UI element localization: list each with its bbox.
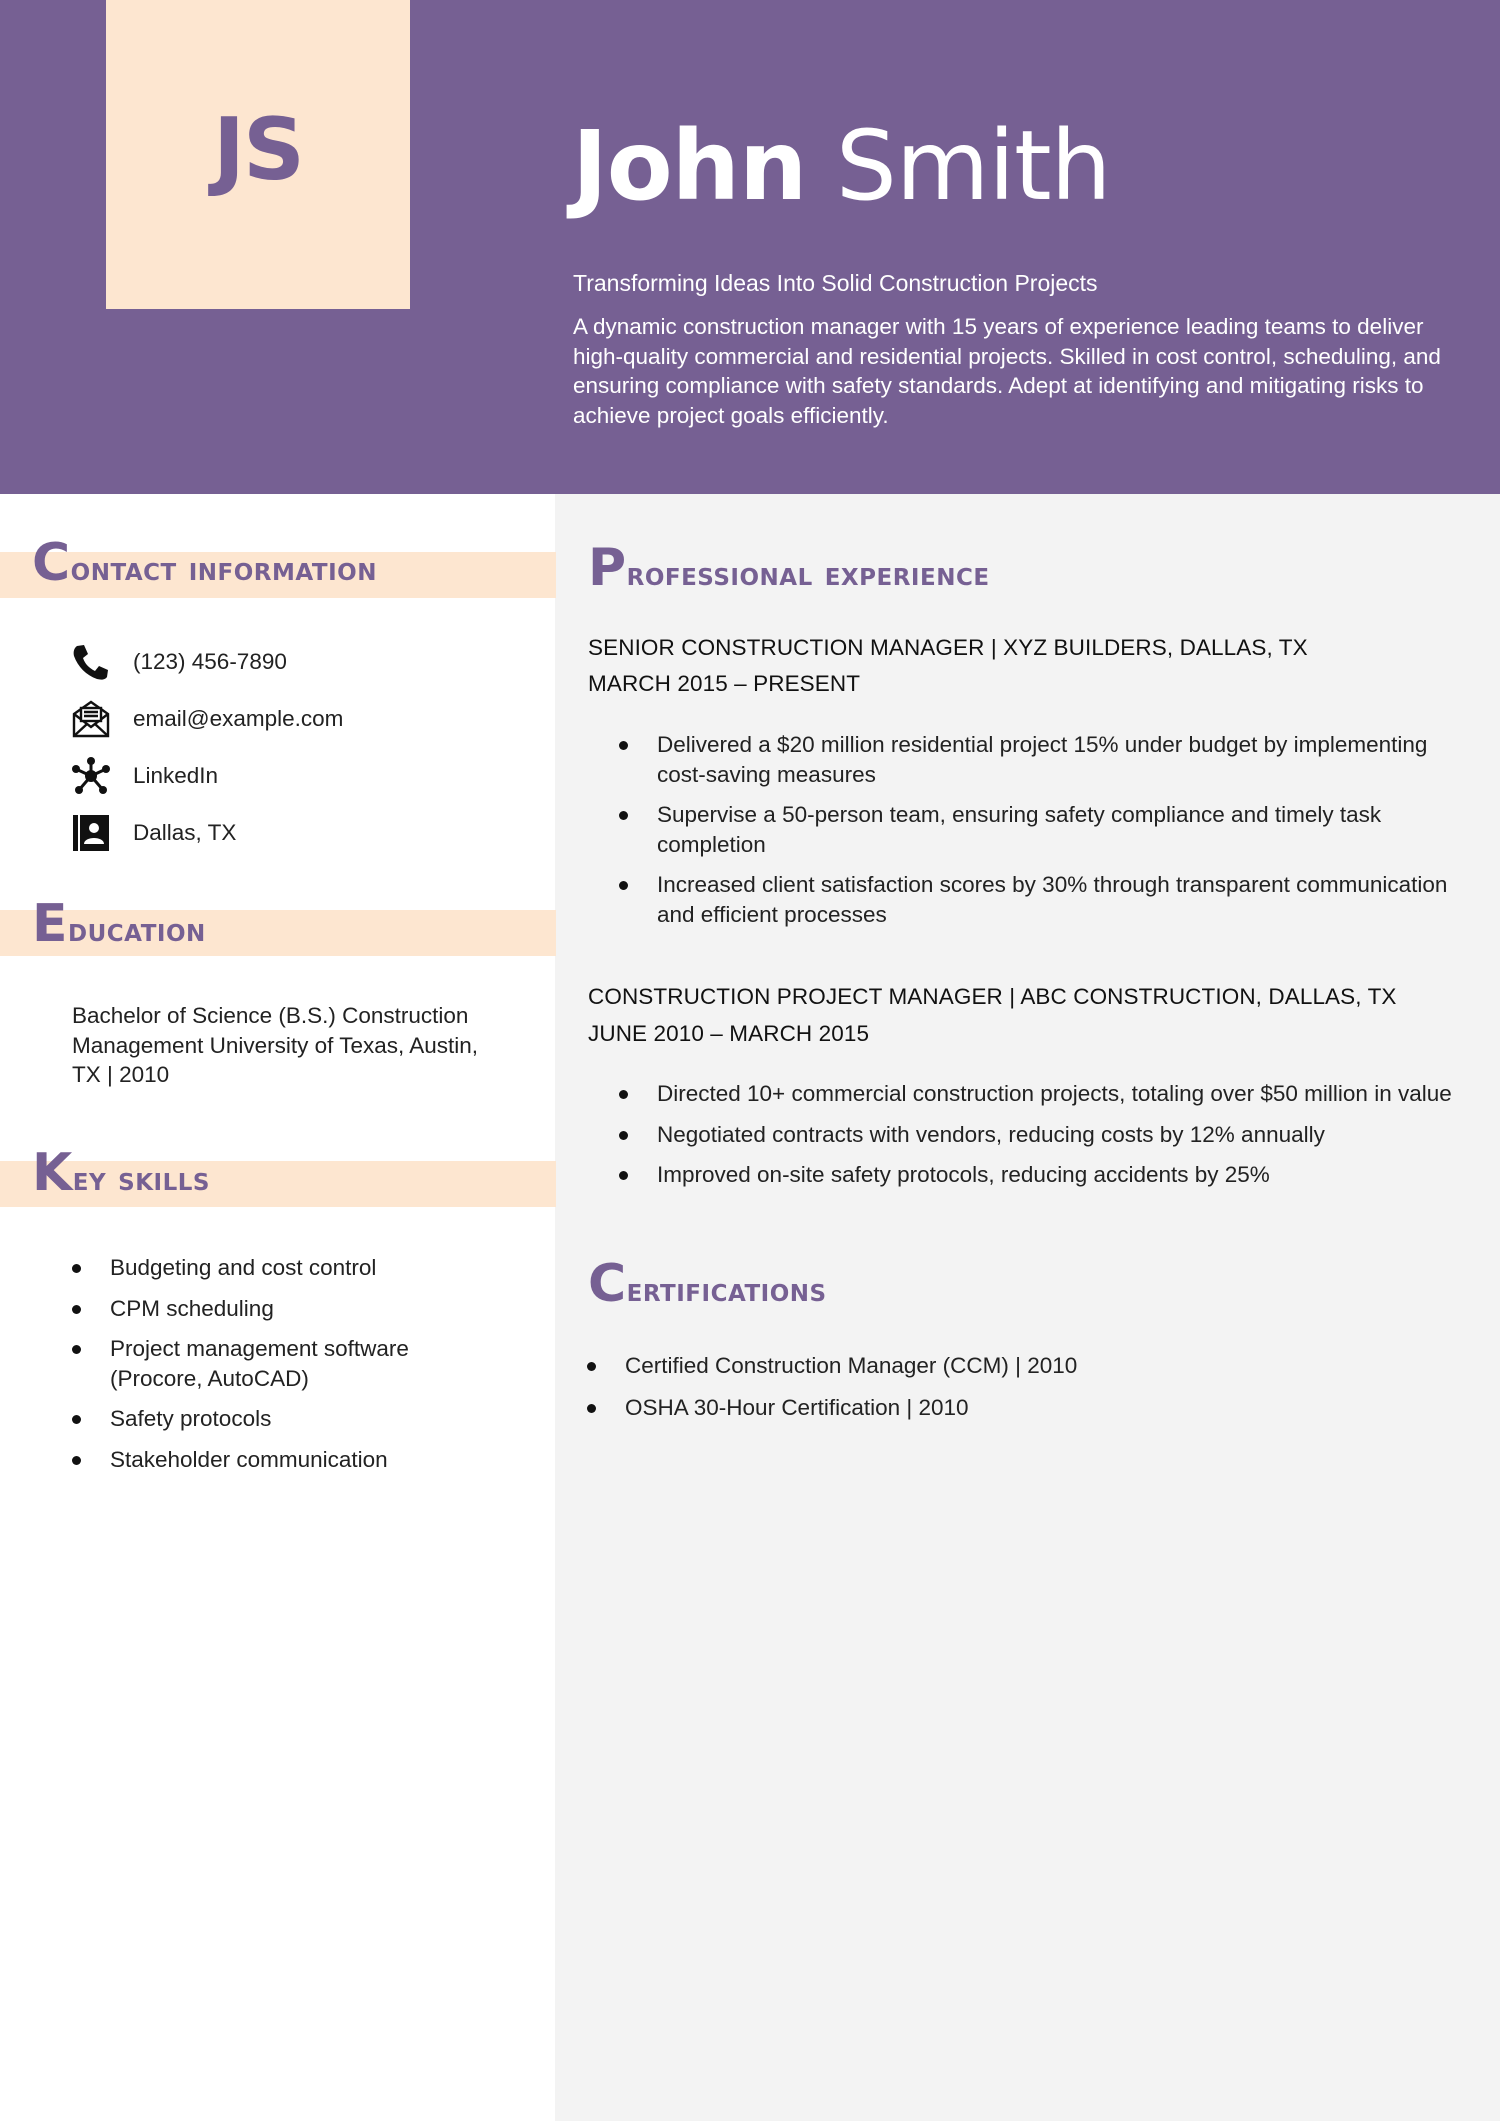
skill-item: Safety protocols — [110, 1404, 440, 1434]
job-bullets — [657, 1079, 1457, 1190]
skill-item: Stakeholder communication — [110, 1445, 440, 1475]
phone-text: (123) 456-7890 — [133, 649, 287, 674]
last-name: Smith — [835, 110, 1111, 222]
education-entry: Bachelor of Science (B.S.) Construction Management University of Texas, Austin, TX | 2010 — [72, 1003, 479, 1087]
contact-heading: Contact information — [32, 533, 377, 593]
job-dates: MARCH 2015 – PRESENT — [588, 671, 861, 696]
contact-linkedin — [70, 754, 219, 798]
email-text: email@example.com — [133, 706, 344, 731]
monogram-block — [106, 0, 410, 309]
job-bullet: Increased client satisfaction scores by 30% through transparent communication and efficient processes — [657, 870, 1457, 929]
contact-email — [70, 697, 344, 741]
phone-icon — [70, 641, 112, 683]
certification-item: Certified Construction Manager (CCM) | 2010 — [625, 1351, 1445, 1381]
contact-phone — [70, 640, 287, 684]
linkedin-text: LinkedIn — [133, 763, 219, 788]
envelope-icon — [70, 698, 112, 740]
job-title: SENIOR CONSTRUCTION MANAGER | XYZ BUILDERS, DALLAS, TX — [588, 635, 1308, 660]
contact-location — [70, 811, 237, 855]
first-name: John — [572, 110, 807, 222]
skills-list — [110, 1253, 440, 1474]
job-bullets — [657, 730, 1457, 929]
certifications-heading: Certifications — [588, 1254, 827, 1314]
skill-item: Budgeting and cost control — [110, 1253, 440, 1283]
contact-card-icon — [70, 812, 112, 854]
skill-item: CPM scheduling — [110, 1294, 440, 1324]
job-bullet: Delivered a $20 million residential project 15% under budget by implementing cost-saving measures — [657, 730, 1457, 789]
job-dates: JUNE 2010 – MARCH 2015 — [588, 1021, 870, 1046]
certifications-list — [625, 1351, 1445, 1422]
candidate-name — [572, 110, 1111, 222]
job-bullet: Directed 10+ commercial construction projects, totaling over $50 million in value — [657, 1079, 1457, 1109]
job-bullet: Improved on-site safety protocols, reducing accidents by 25% — [657, 1160, 1457, 1190]
profile-summary: A dynamic construction manager with 15 years of experience leading teams to deliver high-quality commercial and residential projects. Skilled in cost control, scheduling, and ensuring compliance with safety standards. Adept at identifying and mitigating risks to achieve project goals efficiently. — [573, 314, 1441, 428]
skill-item: Project management software (Procore, AutoCAD) — [110, 1334, 440, 1393]
network-icon — [70, 755, 112, 797]
resume-header — [0, 0, 1500, 494]
job-bullet: Negotiated contracts with vendors, reducing costs by 12% annually — [657, 1120, 1457, 1150]
certification-item: OSHA 30-Hour Certification | 2010 — [625, 1393, 1445, 1423]
monogram: JS — [213, 99, 303, 200]
job-bullet: Supervise a 50-person team, ensuring safety compliance and timely task completion — [657, 800, 1457, 859]
job-title: CONSTRUCTION PROJECT MANAGER | ABC CONSTRUCTION, DALLAS, TX — [588, 984, 1397, 1009]
skills-heading: Key skills — [32, 1143, 210, 1203]
education-heading: Education — [32, 894, 206, 954]
location-text: Dallas, TX — [133, 820, 237, 845]
tagline: Transforming Ideas Into Solid Construction Projects — [573, 270, 1098, 296]
experience-heading: Professional experience — [588, 538, 990, 598]
